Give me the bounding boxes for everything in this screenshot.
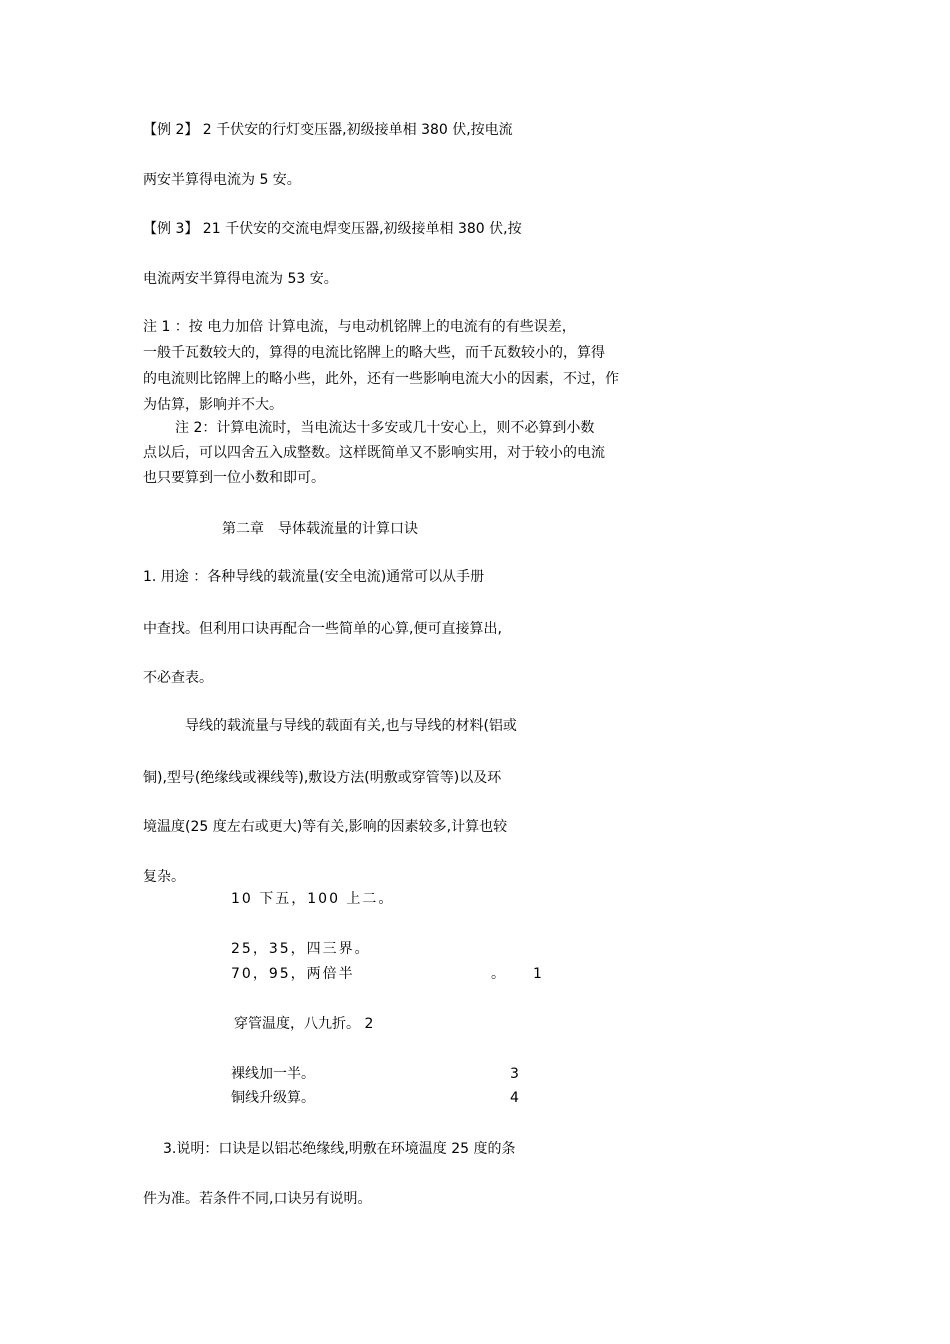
note-1-line: 注 1 ：按 电力加倍 计算电流，与电动机铭牌上的电流有的有些误差， [143,319,576,335]
formula-line-4: 穿管温度，八九折。 2 [234,1016,374,1032]
text-line: 件为准。若条件不同,口诀另有说明。 [143,1191,372,1207]
chapter-heading: 第二章 导体载流量的计算口诀 [222,521,418,537]
note-2-line: 注 2：计算电流时，当电流达十多安或几十安心上，则不必算到小数 [175,420,595,436]
formula-index-4: 4 [510,1090,519,1106]
note-2-line: 也只要算到一位小数和即可。 [143,470,325,486]
text-line: 复杂。 [143,869,185,885]
text-line: 境温度(25 度左右或更大)等有关,影响的因素较多,计算也较 [143,819,508,835]
formula-line-5: 裸线加一半。 [231,1066,315,1082]
text-line: 铜),型号(绝缘线或裸线等),敷设方法(明敷或穿管等)以及环 [143,770,502,786]
text-line-usage: 1. 用途 ：各种导线的载流量(安全电流)通常可以从手册 [143,569,485,585]
formula-index-1: 1 [533,966,542,982]
formula-punct: 。 [491,966,505,982]
note-1-line: 一般千瓦数较大的，算得的电流比铭牌上的略大些，而千瓦数较小的，算得 [143,345,605,361]
text-line: 两安半算得电流为 5 安。 [143,172,301,188]
formula-line-1: 10 下五，100 上二。 [231,891,395,907]
formula-line-2: 25，35，四三界。 [231,941,371,957]
text-line-explanation: 3.说明：口诀是以铝芯绝缘线,明敷在环境温度 25 度的条 [163,1141,516,1157]
text-line: 导线的载流量与导线的载面有关,也与导线的材料(铝或 [185,718,517,734]
note-1-line: 为估算，影响并不大。 [143,397,283,413]
note-2-line: 点以后，可以四舍五入成整数。这样既简单又不影响实用，对于较小的电流 [143,445,605,461]
text-line: 不必查表。 [143,670,213,686]
text-line-example-2: 【例 2】 2 千伏安的行灯变压器,初级接单相 380 伏,按电流 [143,122,513,138]
formula-index-3: 3 [510,1066,519,1082]
formula-line-3: 70，95，两倍半 [231,966,355,982]
text-line: 电流两安半算得电流为 53 安。 [143,271,338,287]
text-line: 中查找。但利用口诀再配合一些简单的心算,便可直接算出, [143,621,502,637]
formula-line-6: 铜线升级算。 [231,1090,315,1106]
note-1-line: 的电流则比铭牌上的略小些，此外，还有一些影响电流大小的因素，不过，作 [143,371,619,387]
text-line-example-3: 【例 3】 21 千伏安的交流电焊变压器,初级接单相 380 伏,按 [143,221,522,237]
